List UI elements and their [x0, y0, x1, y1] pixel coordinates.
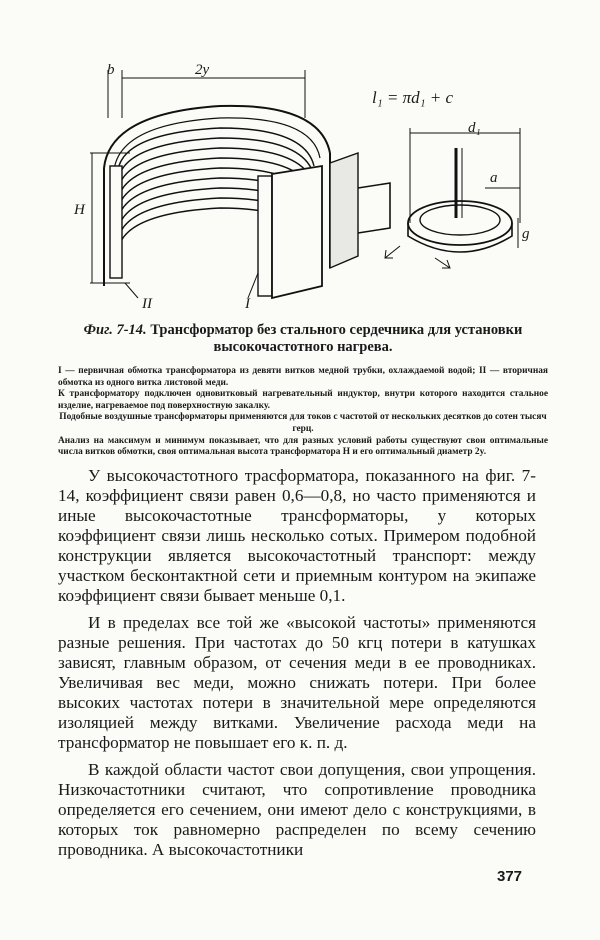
terminal-plates — [330, 153, 358, 268]
caption-note: К трансформатору подключен одновитковый нагревательный индуктор, внутри которого находится стальное изделие, нагреваемое под поверхностную закалку. — [58, 389, 548, 411]
label-h: H — [74, 202, 85, 218]
caption-note: Подобные воздушные трансформаторы применяются для токов с частотой от нескольких десятков до сотен тысяч герц. — [59, 412, 547, 434]
figure-number: Фиг. 7-14. — [83, 322, 147, 338]
transformer-figure — [90, 58, 540, 320]
label-a: a — [490, 170, 498, 186]
body-paragraph: У высокочастотного трасформатора, показанного на фиг. 7-14, коэффициент связи равен 0,6—0,8, но часто применяются и иные высокочастотные трансформаторы, у которых коэффициент связи лишь несколько сотых. Примером подобной конструкции является высокочастотный транспорт: между участком бесконтактной сети и приемным контуром на экипаже коэффициент связи бывает меньше 0,1. — [58, 466, 536, 605]
caption-note: Анализ на максимум и минимум показывает, что для разных условий работы существуют свои оптимальные числа витков обмотки, своя оптимальная высота трансформатора H и его оптимальный диаметр 2y. — [58, 435, 548, 458]
label-2y: 2y — [195, 62, 210, 78]
label-b: b — [107, 62, 115, 78]
body-paragraph: В каждой области частот свои допущения, свои упрощения. Низкочастотники считают, что сопротивление проводника определяется его сечением, они имеют дело с конструкциями, в которых ток равномерно распределен по всему сечению проводника. А высокочастотники — [58, 760, 536, 859]
label-ii: II — [142, 296, 152, 312]
coil-front-left — [110, 166, 122, 278]
leader-II — [125, 283, 138, 298]
figure-caption — [58, 322, 548, 356]
label-i: I — [245, 296, 250, 312]
caption-title-line1: Трансформатор без стального сердечника для установки — [150, 322, 523, 338]
page-number: 377 — [497, 868, 523, 885]
arrow-left — [385, 246, 400, 258]
front-sheet — [272, 166, 322, 298]
inductor-inner — [420, 205, 500, 235]
inductor-outer — [408, 201, 512, 245]
caption-notes — [58, 366, 548, 459]
coil-front-right — [258, 176, 272, 296]
inductor-length-formula: l₁ = πd₁ + c — [372, 88, 454, 107]
label-d1: d₁ — [468, 120, 481, 136]
caption-note: I — первичная обмотка трансформатора из девяти витков медной трубки, охлаждаемой водой; II — вторичная обмотка из одного витка листовой меди. — [58, 366, 548, 388]
arrow-right — [435, 258, 450, 268]
label-g: g — [522, 226, 530, 242]
caption-title-line2: высокочастотного нагрева. — [213, 339, 393, 355]
bracket — [358, 183, 390, 233]
body-paragraph: И в пределах все той же «высокой частоты» применяются разные решения. При частотах до 50 кгц потери в катушках зависят, главным образом, от сечения меди в ее проводниках. Увеличивая вес меди, можно снижать потери. При более высоких частотах потери в значительной мере определяются изоляцией между витками. Увеличение расхода меди на трансформатор не повышает его к. п. д. — [58, 613, 536, 752]
leader-I — [248, 273, 258, 298]
coil-turn — [118, 128, 314, 170]
body-text — [58, 466, 536, 867]
inductor-body — [408, 223, 512, 252]
